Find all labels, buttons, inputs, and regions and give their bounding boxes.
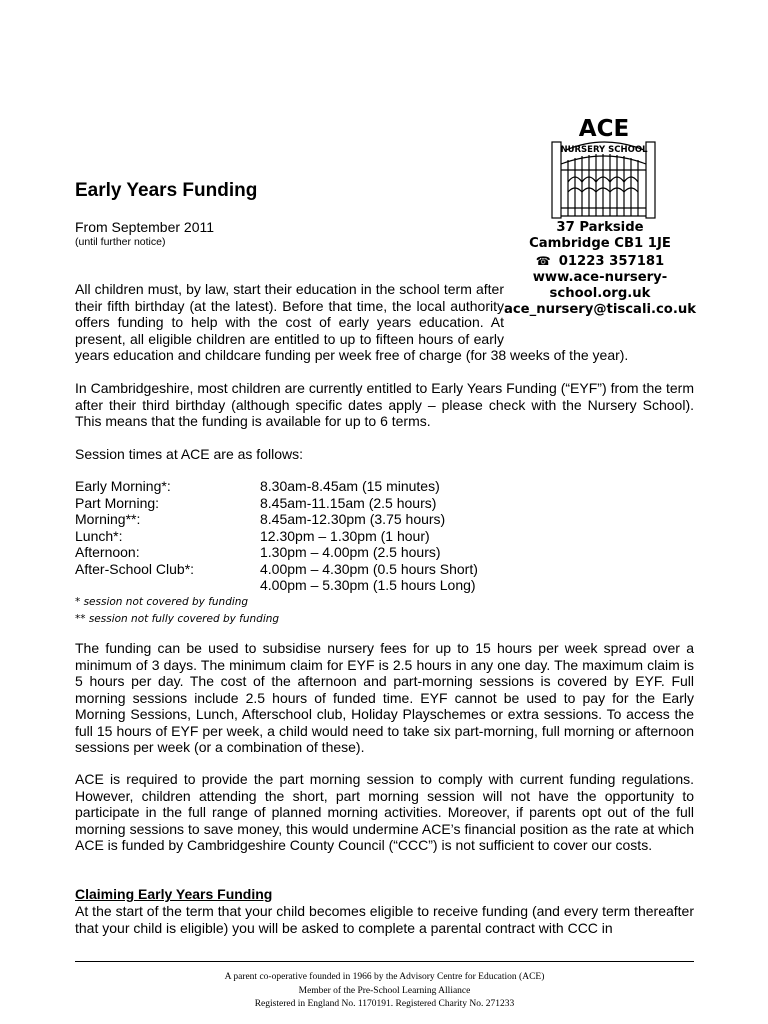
session-time: 12.30pm – 1.30pm (1 hour) <box>260 527 430 544</box>
footer-line-3: Registered in England No. 1170191. Registered Charity No. 271233 <box>254 999 515 1009</box>
footer-line-2: Member of the Pre-School Learning Alliance <box>298 985 471 996</box>
session-time: 8.30am-8.45am (15 minutes) <box>260 478 440 494</box>
session-label: Morning**: <box>75 511 141 527</box>
footer-divider <box>75 961 694 962</box>
phone-line <box>500 253 700 270</box>
logo-subtitle: NURSERY SCHOOL <box>560 145 648 155</box>
session-row <box>75 528 478 545</box>
session-time: 8.45am-12.30pm (3.75 hours) <box>260 511 446 527</box>
session-label: After-School Club*: <box>75 560 195 577</box>
note-not-fully-covered: ** session not fully covered by funding <box>75 612 280 625</box>
sessions-heading: Session times at ACE are as follows: <box>75 446 303 462</box>
session-label: Part Morning: <box>75 494 160 511</box>
session-label: Early Morning*: <box>75 478 171 494</box>
funding-paragraph: The funding can be used to subsidise nursery fees for up to 15 hours per week spread over a minimum of 3 days. The minimum claim for EYF is 2.5 hours in any one day. The maximum claim is 5 hours per day. The cost of the afternoon and part-morning sessions is covered by EYF. Full morning sessions include 2.5 hours of funded time. EYF cannot be used to pay for the Early Morning Sessions, Lunch, Afterschool club, Holiday Playschemes or extra sessions. To access the full 15 hours of EYF per week, a child would need to take six part-morning, full morning or afternoon sessions per week (or a combination of these). <box>75 640 694 755</box>
footer-line-1: A parent co-operative founded in 1966 by the Advisory Centre for Education (ACE) <box>224 972 545 982</box>
session-times-table <box>75 478 478 594</box>
ace-requirement-paragraph: ACE is required to provide the part morning session to comply with current funding regulations. However, children attending the short, part morning session will not have the opportunity to participate in the full range of planned morning activities. Moreover, if parents opt out of the full morning sessions to save money, this would undermine ACE’s financial position as the rate at which ACE is funded by Cambridgeshire County Council (“CCC”) is not sufficient to cover our costs. <box>75 771 694 853</box>
email-address[interactable]: ace_nursery@tiscali.co.uk <box>503 302 697 318</box>
session-row <box>75 544 478 561</box>
session-time: 1.30pm – 4.00pm (2.5 hours) <box>260 544 441 560</box>
session-row <box>75 478 478 495</box>
intro-text: All children must, by law, start their education in the school term after their fifth birthday (at the latest). Before that time, the local authority offers funding to help with the cost of early years education. At present, all eligible children are entitled to up to fifteen hours of early years education and childcare funding per week free of charge (for 38 weeks of the year). <box>75 281 629 363</box>
website-line-2[interactable]: school.org.uk <box>549 286 651 302</box>
ace-logo <box>548 112 674 222</box>
effective-date: From September 2011 <box>75 219 215 235</box>
session-row <box>75 561 478 578</box>
telephone-icon: ☎ <box>535 253 551 268</box>
session-row <box>75 495 478 512</box>
phone-number: 01223 357181 <box>558 253 665 269</box>
gate-icon <box>548 112 674 222</box>
intro-paragraph <box>75 281 694 364</box>
session-time: 4.00pm – 4.30pm (0.5 hours Short) <box>260 560 478 577</box>
note-not-covered: * session not covered by funding <box>75 596 249 608</box>
session-row <box>75 511 478 528</box>
address-line-1: 37 Parkside <box>556 220 644 235</box>
page-title: Early Years Funding <box>75 180 258 201</box>
cambridgeshire-paragraph: In Cambridgeshire, most children are currently entitled to Early Years Funding (“EYF”) from the term after their third birthday (although specific dates apply – please check with the Nursery School). This means that the funding is available for up to 6 terms. <box>75 380 694 429</box>
claiming-heading: Claiming Early Years Funding <box>75 886 273 902</box>
website-line-1[interactable]: www.ace-nursery- <box>532 269 668 285</box>
session-time: 8.45am-11.15am (2.5 hours) <box>260 494 437 511</box>
session-time: 4.00pm – 5.30pm (1.5 hours Long) <box>260 577 476 593</box>
session-row <box>75 577 478 594</box>
footer <box>75 971 694 1012</box>
session-label: Lunch*: <box>75 527 123 544</box>
session-label <box>75 577 260 594</box>
effective-date-note: (until further notice) <box>75 236 166 248</box>
address-line-2: Cambridge CB1 1JE <box>529 236 671 252</box>
float-spacer <box>504 281 694 333</box>
session-notes <box>75 594 279 627</box>
session-label: Afternoon: <box>75 544 140 560</box>
claiming-paragraph: At the start of the term that your child becomes eligible to receive funding (and every term thereafter that your child is eligible) you will be asked to complete a parental contract with CCC in <box>75 903 694 936</box>
logo-name: ACE <box>578 116 630 142</box>
